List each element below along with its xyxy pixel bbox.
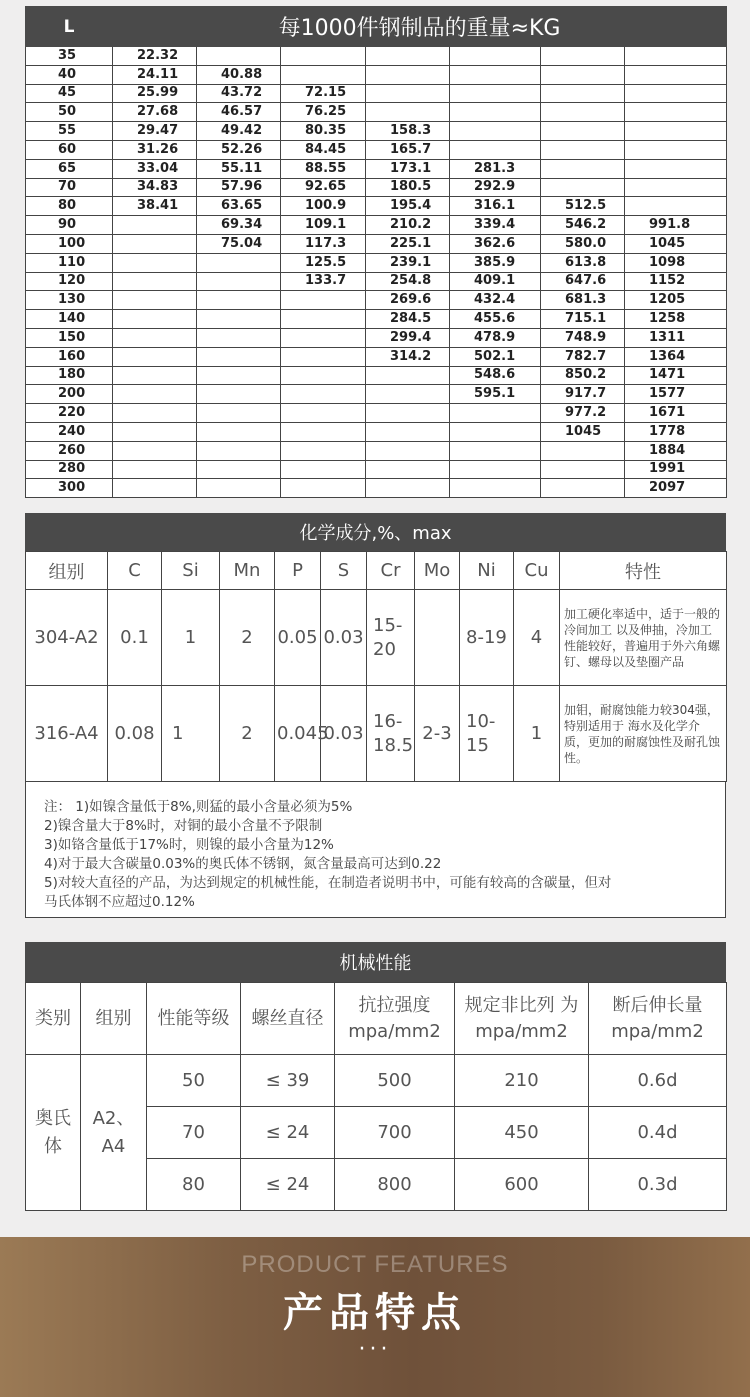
weight-value-cell: 548.6 [450, 366, 541, 385]
weight-value-cell [625, 159, 727, 178]
weight-value-cell [541, 178, 625, 197]
weight-value-cell: 316.1 [450, 197, 541, 216]
weight-value-cell: 69.34 [197, 216, 281, 235]
weight-value-cell: 1364 [625, 347, 727, 366]
weight-value-cell: 254.8 [366, 272, 450, 291]
weight-value-cell: 22.32 [113, 47, 197, 66]
weight-value-cell: 25.99 [113, 84, 197, 103]
chem-header-group: 组别 [26, 552, 108, 590]
weight-value-cell: 84.45 [281, 140, 366, 159]
weight-value-cell: 195.4 [366, 197, 450, 216]
weight-length-cell: 35 [26, 47, 113, 66]
weight-value-cell: 173.1 [366, 159, 450, 178]
weight-value-cell: 502.1 [450, 347, 541, 366]
chem-header-c: C [108, 552, 162, 590]
weight-value-cell: 850.2 [541, 366, 625, 385]
note-line: 4)对于最大含碳量0.03%的奥氏体不锈钢，氮含量最高可达到0.22 [44, 856, 442, 872]
chemistry-header-row [26, 552, 727, 590]
weight-length-cell: 90 [26, 216, 113, 235]
mech-grade: 50 [147, 1055, 241, 1107]
weight-value-cell: 613.8 [541, 253, 625, 272]
weight-value-cell [113, 347, 197, 366]
weight-value-cell: 1577 [625, 385, 727, 404]
chem-feature: 加工硬化率适中，适于一般的冷间加工 以及伸抽，冷加工性能较好，普遍用于外六角螺钉、螺母以及垫圈产品 [560, 590, 727, 686]
weight-value-cell [541, 103, 625, 122]
weight-value-cell [366, 84, 450, 103]
weight-value-cell: 299.4 [366, 328, 450, 347]
weight-row [26, 441, 727, 460]
weight-length-cell: 220 [26, 404, 113, 423]
chemistry-row-304 [26, 590, 727, 686]
weight-value-cell: 1045 [625, 234, 727, 253]
weight-value-cell: 225.1 [366, 234, 450, 253]
weight-value-cell: 24.11 [113, 65, 197, 84]
weight-value-cell [281, 422, 366, 441]
weight-value-cell: 1778 [625, 422, 727, 441]
weight-value-cell [197, 404, 281, 423]
weight-table-header [26, 7, 727, 47]
weight-length-cell: 180 [26, 366, 113, 385]
weight-row [26, 216, 727, 235]
weight-value-cell [366, 479, 450, 498]
weight-value-cell [541, 84, 625, 103]
weight-row [26, 47, 727, 66]
weight-row [26, 291, 727, 310]
weight-value-cell: 80.35 [281, 122, 366, 141]
weight-value-cell: 180.5 [366, 178, 450, 197]
weight-value-cell [281, 460, 366, 479]
weight-value-cell [113, 310, 197, 329]
weight-value-cell: 49.42 [197, 122, 281, 141]
mech-category: 奥氏体 [26, 1055, 81, 1211]
weight-value-cell: 29.47 [113, 122, 197, 141]
weight-row [26, 328, 727, 347]
weight-value-cell [366, 422, 450, 441]
note-line: 马氏体钢不应超过0.12% [44, 894, 195, 910]
weight-value-cell [366, 366, 450, 385]
weight-value-cell [450, 140, 541, 159]
weight-value-cell [197, 366, 281, 385]
weight-value-cell [197, 291, 281, 310]
weight-value-cell: 284.5 [366, 310, 450, 329]
weight-value-cell: 478.9 [450, 328, 541, 347]
weight-value-cell: 580.0 [541, 234, 625, 253]
mech-tensile: 800 [335, 1159, 455, 1211]
weight-value-cell: 409.1 [450, 272, 541, 291]
weight-value-cell [197, 253, 281, 272]
weight-value-cell [541, 47, 625, 66]
weight-value-cell [625, 65, 727, 84]
weight-value-cell [541, 140, 625, 159]
chem-mn: 2 [220, 686, 275, 782]
mech-diameter: ≤ 39 [241, 1055, 335, 1107]
weight-row [26, 272, 727, 291]
chem-header-cr: Cr [367, 552, 415, 590]
weight-value-cell [366, 460, 450, 479]
weight-length-cell: 55 [26, 122, 113, 141]
weight-length-cell: 240 [26, 422, 113, 441]
weight-value-cell [450, 460, 541, 479]
weight-value-cell [281, 479, 366, 498]
weight-value-cell: 991.8 [625, 216, 727, 235]
weight-row [26, 366, 727, 385]
chem-cr: 15-20 [367, 590, 415, 686]
mech-yield: 600 [455, 1159, 589, 1211]
weight-length-cell: 65 [26, 159, 113, 178]
weight-value-cell: 52.26 [197, 140, 281, 159]
weight-value-cell: 63.65 [197, 197, 281, 216]
weight-value-cell: 1152 [625, 272, 727, 291]
weight-value-cell: 109.1 [281, 216, 366, 235]
chem-mo: 2-3 [415, 686, 460, 782]
mech-tensile: 500 [335, 1055, 455, 1107]
note-line: 3)如铬含量低于17%时，则镍的最小含量为12% [44, 837, 334, 853]
mech-header-diameter: 螺丝直径 [241, 983, 335, 1055]
weight-length-cell: 100 [26, 234, 113, 253]
weight-value-cell [625, 103, 727, 122]
weight-value-cell: 133.7 [281, 272, 366, 291]
weight-value-cell: 72.15 [281, 84, 366, 103]
weight-value-cell: 1205 [625, 291, 727, 310]
weight-value-cell: 117.3 [281, 234, 366, 253]
weight-value-cell [281, 366, 366, 385]
weight-value-cell: 34.83 [113, 178, 197, 197]
weight-length-cell: 110 [26, 253, 113, 272]
weight-value-cell: 27.68 [113, 103, 197, 122]
weight-l-header: L [26, 7, 113, 47]
chem-mn: 2 [220, 590, 275, 686]
weight-value-cell: 432.4 [450, 291, 541, 310]
weight-value-cell [450, 65, 541, 84]
weight-length-cell: 300 [26, 479, 113, 498]
mech-header-elongation: 断后伸长量 mpa/mm2 [589, 983, 727, 1055]
weight-table-title: 每1000件钢制品的重量≈KG [113, 7, 727, 47]
weight-row [26, 159, 727, 178]
weight-value-cell: 33.04 [113, 159, 197, 178]
mech-header-group: 组别 [81, 983, 147, 1055]
weight-value-cell [450, 84, 541, 103]
weight-value-cell: 75.04 [197, 234, 281, 253]
weight-value-cell [281, 328, 366, 347]
weight-value-cell [113, 272, 197, 291]
mech-diameter: ≤ 24 [241, 1159, 335, 1211]
chem-p: 0.045 [275, 686, 321, 782]
mech-grade: 70 [147, 1107, 241, 1159]
weight-value-cell: 1471 [625, 366, 727, 385]
mech-header-category: 类别 [26, 983, 81, 1055]
chem-ni: 8-19 [460, 590, 514, 686]
mech-header-yield: 规定非比列 为mpa/mm2 [455, 983, 589, 1055]
weight-value-cell [113, 216, 197, 235]
product-features-banner [0, 1237, 750, 1397]
weight-value-cell [450, 422, 541, 441]
note-line: 注： 1)如镍含量低于8%,则猛的最小含量必须为5% [44, 799, 353, 815]
weight-value-cell: 239.1 [366, 253, 450, 272]
chem-cu: 4 [514, 590, 560, 686]
weight-value-cell [625, 140, 727, 159]
chemistry-notes [25, 782, 726, 918]
weight-value-cell: 158.3 [366, 122, 450, 141]
weight-row [26, 347, 727, 366]
weight-value-cell [450, 441, 541, 460]
weight-value-cell [113, 366, 197, 385]
chem-si: 1 [162, 590, 220, 686]
weight-table [25, 6, 727, 498]
weight-row [26, 253, 727, 272]
weight-value-cell [281, 404, 366, 423]
weight-value-cell [113, 441, 197, 460]
weight-value-cell: 1311 [625, 328, 727, 347]
weight-value-cell [541, 479, 625, 498]
weight-value-cell [197, 441, 281, 460]
weight-value-cell: 1045 [541, 422, 625, 441]
weight-value-cell: 210.2 [366, 216, 450, 235]
weight-value-cell [281, 347, 366, 366]
weight-value-cell: 92.65 [281, 178, 366, 197]
chem-header-p: P [275, 552, 321, 590]
weight-row [26, 140, 727, 159]
weight-value-cell [197, 385, 281, 404]
weight-value-cell [197, 310, 281, 329]
note-line: 5)对较大直径的产品，为达到规定的机械性能，在制造者说明书中，可能有较高的含碳量，但对 [44, 875, 612, 891]
weight-length-cell: 130 [26, 291, 113, 310]
chem-group: 304-A2 [26, 590, 108, 686]
chem-header-si: Si [162, 552, 220, 590]
chem-header-ni: Ni [460, 552, 514, 590]
banner-dots: ··· [358, 1337, 392, 1362]
weight-row [26, 103, 727, 122]
banner-chinese-title: 产品特点 [283, 1290, 467, 1336]
chem-header-cu: Cu [514, 552, 560, 590]
chem-c: 0.1 [108, 590, 162, 686]
weight-value-cell [450, 103, 541, 122]
weight-length-cell: 200 [26, 385, 113, 404]
chem-s: 0.03 [321, 686, 367, 782]
note-line: 2)镍含量大于8%时，对铜的最小含量不予限制 [44, 818, 323, 834]
chemistry-table [25, 551, 727, 782]
weight-value-cell [113, 328, 197, 347]
mech-grade: 80 [147, 1159, 241, 1211]
weight-value-cell [113, 479, 197, 498]
weight-length-cell: 160 [26, 347, 113, 366]
weight-value-cell: 88.55 [281, 159, 366, 178]
weight-row [26, 460, 727, 479]
banner-english-title: PRODUCT FEATURES [241, 1251, 509, 1278]
chem-ni: 10-15 [460, 686, 514, 782]
weight-value-cell: 339.4 [450, 216, 541, 235]
weight-value-cell [281, 291, 366, 310]
weight-value-cell [450, 122, 541, 141]
weight-value-cell: 362.6 [450, 234, 541, 253]
weight-value-cell [113, 291, 197, 310]
weight-value-cell: 1098 [625, 253, 727, 272]
weight-length-cell: 70 [26, 178, 113, 197]
weight-length-cell: 40 [26, 65, 113, 84]
chem-header-mn: Mn [220, 552, 275, 590]
weight-value-cell [281, 385, 366, 404]
weight-value-cell: 76.25 [281, 103, 366, 122]
chemistry-row-316 [26, 686, 727, 782]
weight-value-cell [197, 347, 281, 366]
weight-value-cell: 977.2 [541, 404, 625, 423]
weight-value-cell: 1991 [625, 460, 727, 479]
weight-value-cell: 512.5 [541, 197, 625, 216]
mech-yield: 210 [455, 1055, 589, 1107]
weight-value-cell [541, 65, 625, 84]
weight-value-cell: 125.5 [281, 253, 366, 272]
weight-length-cell: 80 [26, 197, 113, 216]
weight-value-cell [541, 441, 625, 460]
weight-value-cell: 281.3 [450, 159, 541, 178]
weight-value-cell [366, 404, 450, 423]
chem-p: 0.05 [275, 590, 321, 686]
weight-value-cell [366, 103, 450, 122]
chem-si: 1 [162, 686, 220, 782]
weight-value-cell [450, 47, 541, 66]
mech-elongation: 0.3d [589, 1159, 727, 1211]
weight-value-cell: 38.41 [113, 197, 197, 216]
weight-row [26, 197, 727, 216]
weight-value-cell [281, 65, 366, 84]
weight-value-cell [625, 47, 727, 66]
mech-yield: 450 [455, 1107, 589, 1159]
weight-row [26, 385, 727, 404]
chem-feature: 加钼，耐腐蚀能力较304强，特别适用于 海水及化学介质，更加的耐腐蚀性及耐孔蚀性。 [560, 686, 727, 782]
weight-value-cell [113, 460, 197, 479]
weight-value-cell [625, 122, 727, 141]
weight-value-cell: 917.7 [541, 385, 625, 404]
weight-value-cell: 647.6 [541, 272, 625, 291]
mechanical-title: 机械性能 [25, 942, 726, 982]
weight-value-cell: 1884 [625, 441, 727, 460]
weight-value-cell [281, 441, 366, 460]
weight-value-cell: 269.6 [366, 291, 450, 310]
weight-row [26, 178, 727, 197]
mech-header-grade: 性能等级 [147, 983, 241, 1055]
chemistry-title: 化学成分,%、max [25, 513, 726, 551]
weight-length-cell: 280 [26, 460, 113, 479]
weight-value-cell [281, 310, 366, 329]
weight-row [26, 234, 727, 253]
mech-tensile: 700 [335, 1107, 455, 1159]
weight-row [26, 65, 727, 84]
weight-row [26, 310, 727, 329]
chem-header-mo: Mo [415, 552, 460, 590]
mechanical-table [25, 982, 727, 1211]
mech-group: A2、A4 [81, 1055, 147, 1211]
weight-value-cell: 385.9 [450, 253, 541, 272]
weight-row [26, 422, 727, 441]
weight-value-cell [366, 65, 450, 84]
weight-value-cell: 292.9 [450, 178, 541, 197]
mechanical-row [26, 1055, 727, 1107]
weight-value-cell: 748.9 [541, 328, 625, 347]
weight-value-cell: 31.26 [113, 140, 197, 159]
weight-value-cell [281, 47, 366, 66]
weight-value-cell [113, 385, 197, 404]
weight-value-cell [113, 253, 197, 272]
weight-row [26, 122, 727, 141]
weight-value-cell [366, 47, 450, 66]
weight-value-cell: 43.72 [197, 84, 281, 103]
weight-value-cell [366, 385, 450, 404]
weight-value-cell [113, 234, 197, 253]
weight-row [26, 479, 727, 498]
weight-length-cell: 260 [26, 441, 113, 460]
weight-value-cell: 782.7 [541, 347, 625, 366]
weight-value-cell: 681.3 [541, 291, 625, 310]
weight-value-cell: 715.1 [541, 310, 625, 329]
chem-mo [415, 590, 460, 686]
weight-value-cell [625, 197, 727, 216]
mech-diameter: ≤ 24 [241, 1107, 335, 1159]
weight-value-cell [197, 460, 281, 479]
weight-value-cell [113, 422, 197, 441]
mech-elongation: 0.4d [589, 1107, 727, 1159]
weight-length-cell: 60 [26, 140, 113, 159]
weight-length-cell: 45 [26, 84, 113, 103]
weight-value-cell: 314.2 [366, 347, 450, 366]
weight-value-cell [541, 122, 625, 141]
chem-cr: 16-18.5 [367, 686, 415, 782]
weight-value-cell [450, 479, 541, 498]
weight-length-cell: 50 [26, 103, 113, 122]
weight-value-cell: 595.1 [450, 385, 541, 404]
weight-table-body [26, 47, 727, 498]
weight-value-cell: 2097 [625, 479, 727, 498]
weight-value-cell [197, 328, 281, 347]
weight-value-cell [625, 178, 727, 197]
weight-value-cell: 100.9 [281, 197, 366, 216]
weight-value-cell: 46.57 [197, 103, 281, 122]
weight-value-cell [625, 84, 727, 103]
mechanical-header-row [26, 983, 727, 1055]
weight-value-cell: 165.7 [366, 140, 450, 159]
chem-header-feature: 特性 [560, 552, 727, 590]
weight-value-cell: 455.6 [450, 310, 541, 329]
weight-value-cell: 546.2 [541, 216, 625, 235]
weight-value-cell: 40.88 [197, 65, 281, 84]
weight-length-cell: 120 [26, 272, 113, 291]
weight-value-cell [197, 479, 281, 498]
chem-group: 316-A4 [26, 686, 108, 782]
weight-value-cell: 1671 [625, 404, 727, 423]
weight-value-cell [450, 404, 541, 423]
weight-value-cell [197, 47, 281, 66]
weight-value-cell: 57.96 [197, 178, 281, 197]
mech-elongation: 0.6d [589, 1055, 727, 1107]
weight-value-cell: 55.11 [197, 159, 281, 178]
weight-value-cell [541, 460, 625, 479]
weight-value-cell [541, 159, 625, 178]
weight-value-cell [197, 272, 281, 291]
weight-length-cell: 140 [26, 310, 113, 329]
chem-s: 0.03 [321, 590, 367, 686]
weight-value-cell: 1258 [625, 310, 727, 329]
chem-c: 0.08 [108, 686, 162, 782]
weight-value-cell [366, 441, 450, 460]
weight-value-cell [113, 404, 197, 423]
chem-header-s: S [321, 552, 367, 590]
weight-value-cell [197, 422, 281, 441]
mech-header-tensile: 抗拉强度 mpa/mm2 [335, 983, 455, 1055]
weight-row [26, 404, 727, 423]
weight-length-cell: 150 [26, 328, 113, 347]
chem-cu: 1 [514, 686, 560, 782]
weight-row [26, 84, 727, 103]
